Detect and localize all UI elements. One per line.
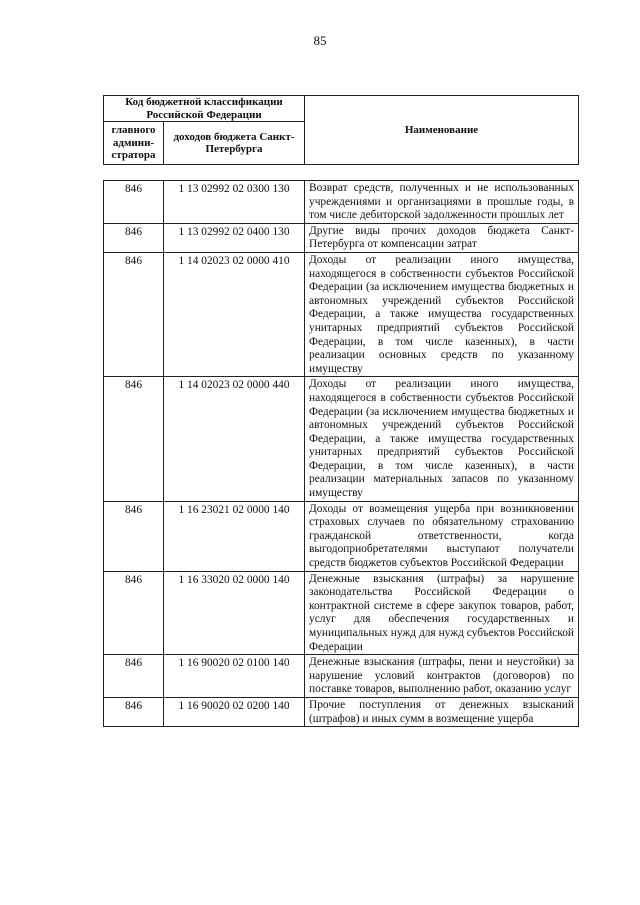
admin-column-header: главного админи-стратора <box>104 122 164 165</box>
table-row <box>104 697 579 726</box>
income-name-cell: Доходы от реализации иного имущества, находящегося в собственности субъектов Российской Федерации (за исключением имущества бюджетных и автономных учреждений субъектов Российской Федерации, а также имущества государственных унитарных предприятий субъектов Российской Федерации, в том числе казенных), в части реализации основных средств по указанному имуществу <box>305 252 579 376</box>
admin-code-cell: 846 <box>104 252 164 376</box>
income-code-cell: 1 16 33020 02 0000 140 <box>164 571 305 655</box>
income-name-cell: Доходы от реализации иного имущества, находящегося в собственности субъектов Российской Федерации (за исключением имущества бюджетных и автономных учреждений субъектов Российской Федерации, а также имущества государственных унитарных предприятий субъектов Российской Федерации, в том числе казенных), в части реализации материальных запасов по указанному имуществу <box>305 377 579 501</box>
income-name-cell: Денежные взыскания (штрафы, пени и неустойки) за нарушение условий контрактов (договоров) по поставке товаров, выполнению работ, оказанию услуг <box>305 655 579 698</box>
income-name-cell: Возврат средств, полученных и не использованных учреждениями и организациями в прошлые годы, в том числе дебиторской задолженности прошлых лет <box>305 181 579 224</box>
table-header <box>103 95 579 165</box>
income-name-cell: Другие виды прочих доходов бюджета Санкт-Петербурга от компенсации затрат <box>305 223 579 252</box>
admin-code-cell: 846 <box>104 377 164 501</box>
table-row <box>104 571 579 655</box>
page-number: 85 <box>313 33 327 48</box>
admin-code-cell: 846 <box>104 501 164 571</box>
income-name-cell: Денежные взыскания (штрафы) за нарушение законодательства Российской Федерации о контрактной системе в сфере закупок товаров, работ, услуг для обеспечения государственных и муниципальных нужд для нужд субъектов Российской Федерации <box>305 571 579 655</box>
table-row <box>104 377 579 501</box>
income-code-cell: 1 16 90020 02 0200 140 <box>164 697 305 726</box>
income-name-cell: Доходы от возмещения ущерба при возникновении страховых случаев по обязательному страхованию гражданской ответственности, когда выгодоприобретателями выступают получатели средств бюджетов субъектов Российской Федерации <box>305 501 579 571</box>
name-column-header: Наименование <box>305 96 579 165</box>
income-code-cell: 1 14 02023 02 0000 440 <box>164 377 305 501</box>
data-table <box>103 180 579 727</box>
table-row <box>104 501 579 571</box>
income-code-cell: 1 13 02992 02 0300 130 <box>164 181 305 224</box>
admin-code-cell: 846 <box>104 655 164 698</box>
table-row <box>104 252 579 376</box>
income-code-cell: 1 16 90020 02 0100 140 <box>164 655 305 698</box>
admin-code-cell: 846 <box>104 181 164 224</box>
income-name-cell: Прочие поступления от денежных взысканий (штрафов) и иных сумм в возмещение ущерба <box>305 697 579 726</box>
admin-code-cell: 846 <box>104 571 164 655</box>
income-column-header: доходов бюджета Санкт-Петербурга <box>164 122 305 165</box>
income-code-cell: 1 13 02992 02 0400 130 <box>164 223 305 252</box>
income-code-cell: 1 14 02023 02 0000 410 <box>164 252 305 376</box>
budget-classification-header: Код бюджетной классификации Российской Федерации <box>104 96 305 122</box>
table-row <box>104 223 579 252</box>
admin-code-cell: 846 <box>104 223 164 252</box>
admin-code-cell: 846 <box>104 697 164 726</box>
income-code-cell: 1 16 23021 02 0000 140 <box>164 501 305 571</box>
table-row <box>104 655 579 698</box>
table-row <box>104 181 579 224</box>
